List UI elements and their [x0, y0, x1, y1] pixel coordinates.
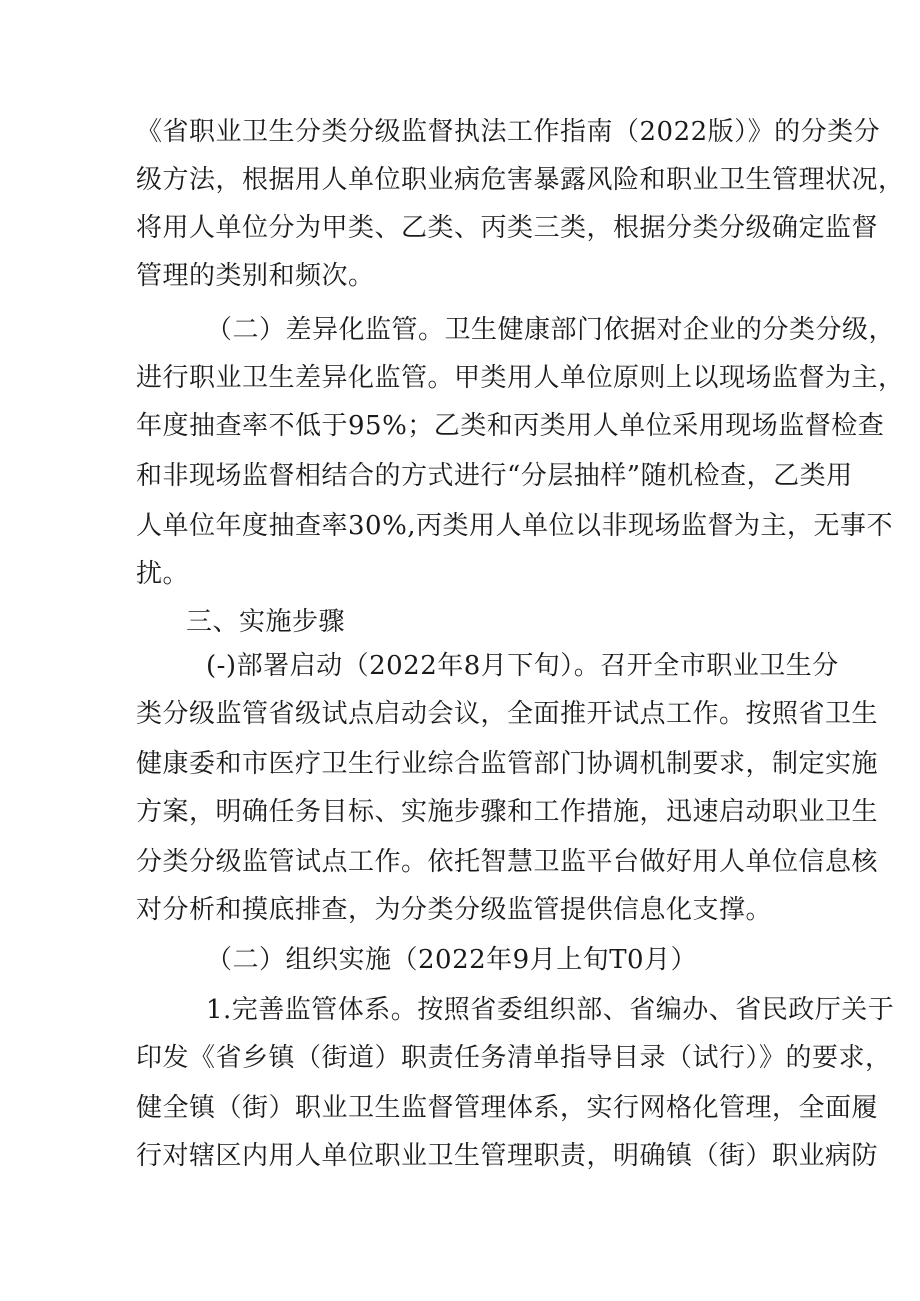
body-text-line: 扰。 [136, 559, 190, 589]
body-text-line: 《省职业卫生分类分级监督执法工作指南（2022版）》的分类分 [136, 117, 881, 147]
paragraph-heading-deployment: (-)部署启动（2022年8月下旬）。召开全市职业卫生分 [206, 651, 839, 681]
body-text-line: 将用人单位分为甲类、乙类、丙类三类，根据分类分级确定监督 [136, 213, 879, 243]
body-text-line: 人单位年度抽查率30%,丙类用人单位以非现场监督为主，无事不 [136, 511, 894, 541]
section-heading-implementation-steps: 三、实施步骤 [186, 607, 346, 637]
body-text-line: 管理的类别和频次。 [136, 261, 375, 291]
paragraph-heading-differentiated-supervision: （二）差异化监管。卫生健康部门依据对企业的分类分级， [206, 315, 896, 345]
body-text-line: 和非现场监督相结合的方式进行“分层抽样”随机检查，乙类用 [136, 461, 853, 491]
body-text-line: 印发《省乡镇（街道）职责任务清单指导目录（试行）》的要求， [136, 1043, 892, 1073]
paragraph-heading-organize-implementation: （二）组织实施（2022年9月上旬T0月） [206, 945, 698, 975]
body-text-line: 年度抽查率不低于95%；乙类和丙类用人单位采用现场监督检查 [136, 411, 885, 441]
body-text-line: 对分析和摸底排查，为分类分级监管提供信息化支撑。 [136, 895, 773, 925]
paragraph-heading-improve-supervision-system: 1.完善监管体系。按照省委组织部、省编办、省民政厅关于 [206, 995, 895, 1025]
body-text-line: 健康委和市医疗卫生行业综合监管部门协调机制要求，制定实施 [136, 749, 879, 779]
body-text-line: 分类分级监管试点工作。依托智慧卫监平台做好用人单位信息核 [136, 847, 879, 877]
body-text-line: 健全镇（街）职业卫生监督管理体系，实行网格化管理，全面履 [136, 1093, 879, 1123]
body-text-line: 类分级监管省级试点启动会议，全面推开试点工作。按照省卫生 [136, 699, 879, 729]
body-text-line: 行对辖区内用人单位职业卫生管理职责，明确镇（街）职业病防 [136, 1141, 879, 1171]
body-text-line: 进行职业卫生差异化监管。甲类用人单位原则上以现场监督为主， [136, 363, 905, 393]
body-text-line: 方案，明确任务目标、实施步骤和工作措施，迅速启动职业卫生 [136, 797, 879, 827]
body-text-line: 级方法，根据用人单位职业病危害暴露风险和职业卫生管理状况， [136, 165, 905, 195]
